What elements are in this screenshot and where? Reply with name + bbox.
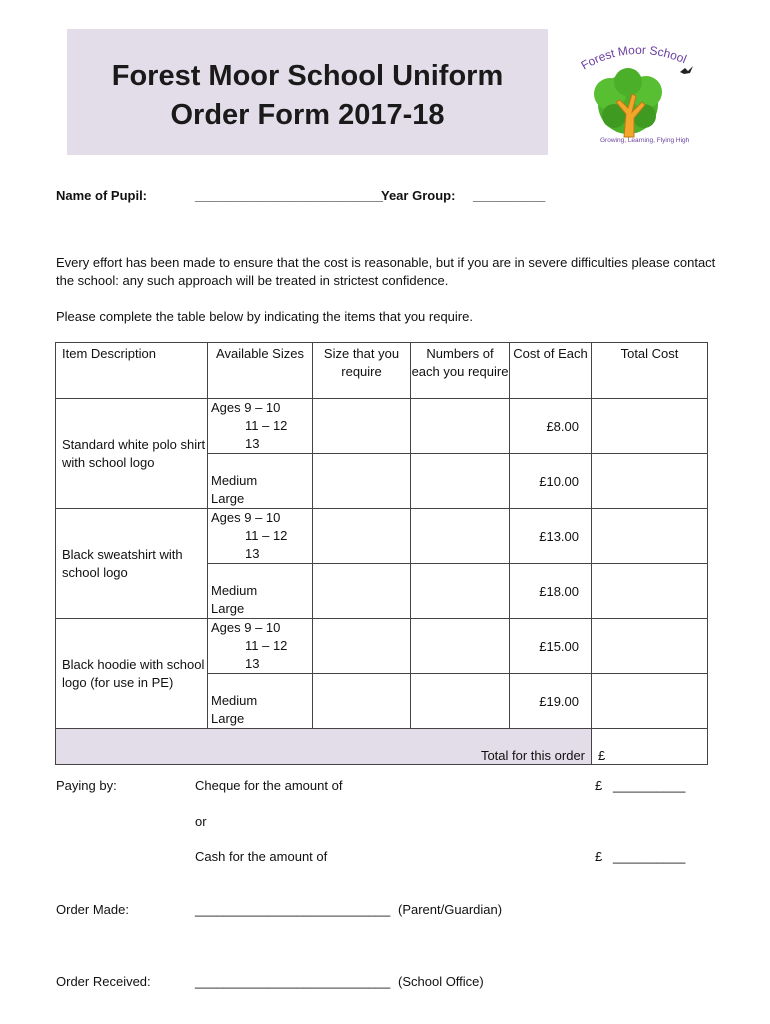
quantity-cell[interactable] <box>411 509 510 564</box>
svg-text:Forest Moor School <box>579 43 689 73</box>
quantity-cell[interactable] <box>411 399 510 454</box>
cost-each: £13.00 <box>510 509 592 564</box>
cash-currency: £ <box>595 849 603 864</box>
size-required-cell[interactable] <box>313 454 411 509</box>
available-sizes: Medium Large <box>208 674 313 729</box>
cost-each: £8.00 <box>510 399 592 454</box>
cheque-amount-field[interactable]: __________ <box>613 778 686 793</box>
total-cost-cell[interactable] <box>592 454 708 509</box>
size-required-cell[interactable] <box>313 619 411 674</box>
total-cost-cell[interactable] <box>592 564 708 619</box>
order-received-label: Order Received: <box>56 974 151 989</box>
table-instruction: Please complete the table below by indicating the items that you require. <box>56 309 473 324</box>
order-made-label: Order Made: <box>56 902 129 917</box>
cash-amount-field[interactable]: __________ <box>613 849 686 864</box>
cheque-currency: £ <box>595 778 603 793</box>
item-description: Standard white polo shirt with school logo <box>56 399 208 509</box>
col-header-item: Item Description <box>56 343 208 399</box>
size-required-cell[interactable] <box>313 674 411 729</box>
title-banner <box>67 29 548 155</box>
item-description: Black sweatshirt with school logo <box>56 509 208 619</box>
order-made-suffix: (Parent/Guardian) <box>398 902 503 917</box>
item-description: Black hoodie with school logo (for use in PE) <box>56 619 208 729</box>
total-row <box>56 729 708 765</box>
col-header-quantity: Numbers of each you require <box>411 343 510 399</box>
available-sizes: Medium Large <box>208 454 313 509</box>
cost-each: £18.00 <box>510 564 592 619</box>
col-header-total: Total Cost <box>592 343 708 399</box>
page-title: Forest Moor School Uniform Order Form 2017-18 <box>111 60 504 131</box>
quantity-cell[interactable] <box>411 619 510 674</box>
year-group-label: Year Group: <box>381 188 456 203</box>
order-received-signature-field[interactable]: ___________________________ <box>195 974 391 989</box>
cheque-option: Cheque for the amount of <box>195 778 343 793</box>
total-order-field[interactable]: £ <box>592 729 708 765</box>
available-sizes: Ages 9 – 10 11 – 12 13 <box>208 399 313 454</box>
school-logo <box>572 42 702 150</box>
col-header-size-required: Size that you require <box>313 343 411 399</box>
col-header-sizes: Available Sizes <box>208 343 313 399</box>
col-header-cost: Cost of Each <box>510 343 592 399</box>
table-header-row <box>56 343 708 399</box>
intro-paragraph: Every effort has been made to ensure that the cost is reasonable, but if you are in severe difficulties please contact the school: any such approach will be treated in strictest confidence. <box>56 255 716 288</box>
logo-school-name: Forest Moor School <box>578 42 689 73</box>
quantity-cell[interactable] <box>411 564 510 619</box>
cost-each: £10.00 <box>510 454 592 509</box>
table-row <box>56 509 708 564</box>
quantity-cell[interactable] <box>411 454 510 509</box>
total-cost-cell[interactable] <box>592 674 708 729</box>
or-text: or <box>195 814 207 829</box>
total-cost-cell[interactable] <box>592 399 708 454</box>
total-cost-cell[interactable] <box>592 619 708 674</box>
cost-each: £19.00 <box>510 674 592 729</box>
logo-motto: Growing, Learning, Flying High <box>600 137 690 144</box>
available-sizes: Ages 9 – 10 11 – 12 13 <box>208 619 313 674</box>
pupil-name-field[interactable]: __________________________ <box>195 188 383 203</box>
year-group-field[interactable]: __________ <box>473 188 546 203</box>
table-row <box>56 399 708 454</box>
cash-option: Cash for the amount of <box>195 849 328 864</box>
cost-each: £15.00 <box>510 619 592 674</box>
size-required-cell[interactable] <box>313 399 411 454</box>
total-cost-cell[interactable] <box>592 509 708 564</box>
quantity-cell[interactable] <box>411 674 510 729</box>
table-row <box>56 619 708 674</box>
order-received-suffix: (School Office) <box>398 974 484 989</box>
pupil-name-label: Name of Pupil: <box>56 188 148 203</box>
size-required-cell[interactable] <box>313 509 411 564</box>
order-table <box>55 342 708 765</box>
available-sizes: Medium Large <box>208 564 313 619</box>
order-made-signature-field[interactable]: ___________________________ <box>195 902 391 917</box>
available-sizes: Ages 9 – 10 11 – 12 13 <box>208 509 313 564</box>
size-required-cell[interactable] <box>313 564 411 619</box>
paying-by-label: Paying by: <box>56 778 117 793</box>
total-label: Total for this order <box>56 729 592 765</box>
